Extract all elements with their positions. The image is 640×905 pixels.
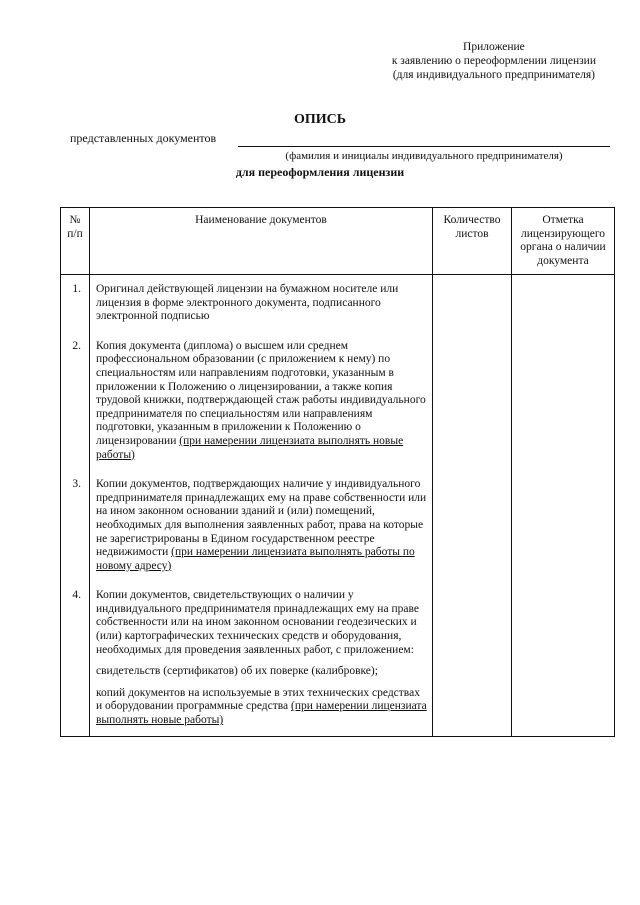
row-authority-mark-cell[interactable] — [512, 581, 615, 736]
row-note: (при намерении лицензиата выполнять работы по новому адресу) — [96, 546, 415, 572]
row-authority-mark-cell[interactable] — [512, 470, 615, 581]
appendix-line-3: (для индивидуального предпринимателя) — [392, 69, 595, 81]
table-row — [61, 332, 615, 470]
header-document-name: Наименование документов — [90, 208, 433, 275]
row-text: Копии документов, подтверждающих наличие у индивидуального предпринимателя принадлежащих ему на праве собственности или на ином законном основании зданий и (или) помещений, необходимых для выполнения заявленных работ, права на которые не зарегистрированы в Едином государственном реестре недвижимости — [96, 478, 427, 559]
row-subitem-software — [96, 687, 428, 728]
entrepreneur-name-field[interactable] — [238, 146, 610, 147]
row-note: (при намерении лицензиата выполнять новые работы) — [96, 434, 404, 461]
table-row — [61, 470, 615, 581]
row-authority-mark-cell[interactable] — [512, 275, 615, 332]
documents-table — [60, 207, 615, 737]
row-text: Оригинал действующей лицензии на бумажном носителе или лицензия в форме электронного документа, подписанного электронной подписью — [96, 283, 399, 323]
row-sheet-count-cell[interactable] — [433, 332, 512, 470]
row-document-text — [90, 275, 433, 332]
row-sheet-count-cell[interactable] — [433, 470, 512, 581]
row-number: 1. — [61, 275, 90, 332]
appendix-header — [392, 40, 596, 82]
header-sheet-count: Количество листов — [433, 208, 512, 275]
row-sheet-count-cell[interactable] — [433, 581, 512, 736]
presented-documents-label: представленных документов — [70, 131, 217, 145]
row-text: Копии документов, свидетельствующих о наличии у индивидуального предпринимателя принадлежащих ему на праве собственности или на ином законном основании геодезических и (или) картографических технических средств и оборудования, необходимых для проведения заявленных работ, с приложением: — [96, 589, 419, 656]
appendix-line-2: к заявлению о переоформлении лицензии — [391, 55, 596, 67]
row-text: Копия документа (диплома) о высшем или среднем профессиональном образовании (с приложением к нему) по специальностям или направлениям подготовки, указанным в приложении к Положению о лицензировании, а также копия трудовой книжки, подтверждающей стаж работы индивидуального предпринимателя по специальностям или направлениям подготовки, указанным в приложении к Положению о лицензировании — [96, 339, 426, 447]
row-document-text — [90, 332, 433, 470]
entrepreneur-name-hint: (фамилия и инициалы индивидуального предпринимателя) — [285, 150, 563, 162]
row-number: 4. — [61, 581, 90, 736]
row-subitem-certificates: свидетельств (сертификатов) об их поверке (калибровке); — [96, 665, 378, 678]
row-document-text — [90, 581, 433, 736]
table-row — [61, 581, 615, 736]
row-note: (при намерении лицензиата выполнять новые работы) — [96, 700, 427, 727]
row-authority-mark-cell[interactable] — [512, 332, 615, 470]
header-number: № п/п — [61, 208, 90, 275]
table-header-row — [61, 208, 615, 275]
appendix-line-1: Приложение — [463, 41, 525, 53]
row-sheet-count-cell[interactable] — [433, 275, 512, 332]
purpose-subtitle: для переоформления лицензии — [235, 165, 405, 179]
header-authority-mark: Отметка лицензирующего органа о наличии документа — [512, 208, 615, 275]
row-subitem-software-text: копий документов на используемые в этих технических средствах и оборудовании программные средства — [96, 686, 420, 713]
row-number: 2. — [61, 332, 90, 470]
table-row — [61, 275, 615, 332]
row-number: 3. — [61, 470, 90, 581]
document-title: ОПИСЬ — [293, 112, 347, 127]
row-document-text — [90, 470, 433, 581]
